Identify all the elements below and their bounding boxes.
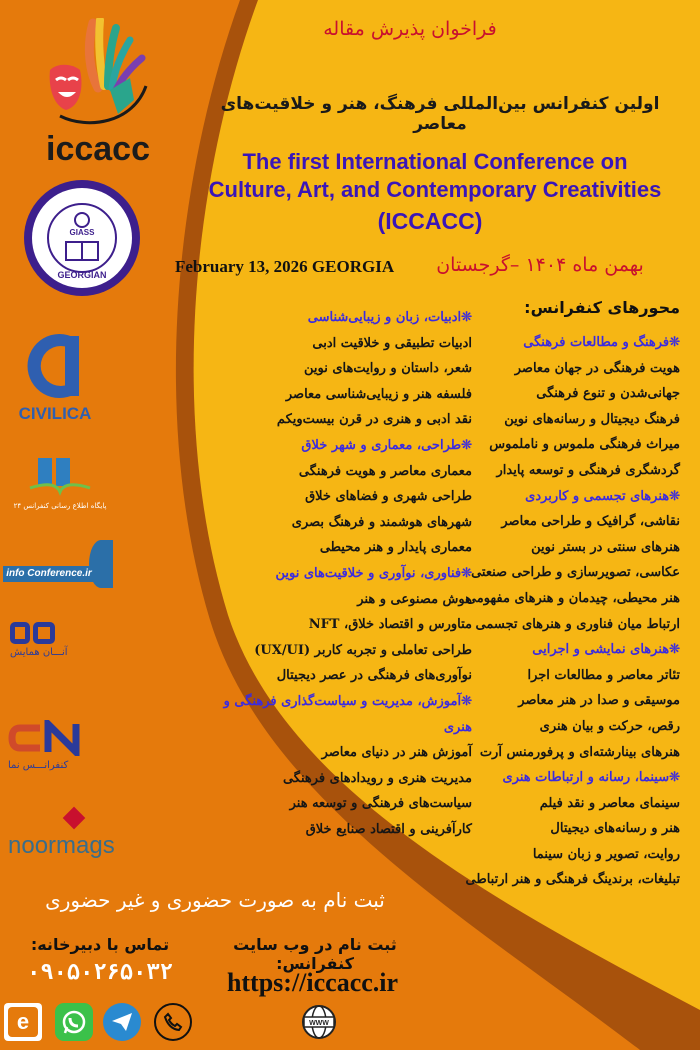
iccacc-wordmark: iccacc: [46, 130, 150, 168]
topic-heading: ❊هنرهای نمایشی و اجرایی: [532, 642, 680, 658]
topic-heading: ❊ادبیات، زبان و زیبایی‌شناسی: [307, 310, 472, 325]
civilica-label: CIVILICA: [18, 404, 92, 423]
topic-item: میراث فرهنگی ملموس و ناملموس: [489, 437, 680, 453]
topic-item: هنر و رسانه‌های دیجیتال: [550, 821, 680, 837]
registration-mode: ثبت نام به صورت حضوری و غیر حضوری: [45, 888, 385, 912]
topic-item: شهرهای هوشمند و فرهنگ بصری: [291, 514, 472, 530]
giass-georgian-label: GEORGIAN: [57, 270, 107, 280]
topic-item: هویت فرهنگی در جهان معاصر: [514, 360, 680, 376]
giass-label: GIASS: [69, 228, 95, 237]
topic-item: ادبیات تطبیقی و خلاقیت ادبی: [312, 335, 472, 351]
www-globe-icon[interactable]: [300, 1003, 338, 1041]
conference-abbreviation: (ICCACC): [377, 208, 483, 234]
conferencenama-logo[interactable]: [8, 720, 88, 775]
conference-title-fa: اولین کنفرانس بین‌المللی فرهنگ، هنر و خلاقیت‌های معاصر: [220, 94, 660, 134]
topic-item: موسیقی و صدا در هنر معاصر: [518, 693, 680, 709]
noormags-label: noormags: [8, 832, 115, 859]
topic-item: نوآوری‌های فرهنگی در عصر دیجیتال: [276, 668, 472, 684]
topics-middle-column: [200, 305, 472, 842]
topic-item: تئاتر معاصر و مطالعات اجرا: [527, 667, 680, 683]
topic-item: گردشگری فرهنگی و توسعه پایدار: [496, 462, 680, 478]
infoconference-logo[interactable]: [3, 540, 113, 592]
website-title: ثبت نام در وب سایت کنفرانس:: [233, 935, 397, 973]
civilica-c-icon: [5, 330, 105, 402]
date-en: February 13, 2026 GEORGIA: [175, 257, 395, 276]
noormags-logo[interactable]: [8, 810, 143, 865]
topic-item: هنرهای سنتی در بستر نوین: [531, 539, 680, 555]
topic-item: معماری معاصر و هویت فرهنگی: [298, 463, 472, 479]
svg-text:WWW: WWW: [309, 1020, 329, 1027]
topic-item: عکاسی، تصویرسازی و طراحی صنعتی: [471, 565, 680, 581]
civilica-logo[interactable]: [5, 330, 105, 425]
topic-item: آموزش هنر در دنیای معاصر: [321, 745, 472, 761]
anhamayesh-logo[interactable]: [10, 622, 90, 677]
conference24-label: پایگاه اطلاع رسانی کنفرانس ۲۴: [13, 502, 107, 510]
topic-item: کارآفرینی و اقتصاد صنایع خلاق: [305, 821, 472, 837]
topic-heading: ❊فرهنگ و مطالعات فرهنگی: [523, 335, 680, 350]
eitaa-icon[interactable]: e: [4, 1003, 42, 1041]
topic-item: فلسفه هنر و زیبایی‌شناسی معاصر: [285, 386, 472, 402]
infoconference-label: info Conference.ir: [3, 566, 95, 582]
topic-heading: ❊آموزش، مدیریت و سیاست‌گذاری فرهنگی و هنری: [223, 693, 472, 735]
topic-item: مدیریت هنری و رویدادهای فرهنگی: [282, 770, 472, 786]
topic-item: طراحی شهری و فضاهای خلاق: [305, 489, 472, 505]
topic-item: هوش مصنوعی و هنر: [357, 591, 472, 607]
topic-item: طراحی تعاملی و تجربه کاربر (UX/UI): [254, 642, 472, 658]
book-pen-icon: [5, 448, 115, 498]
title-en-line2: Culture, Art, and Contemporary Creativities: [208, 177, 662, 202]
noormags-star-icon: [63, 807, 86, 830]
topic-item: سیاست‌های فرهنگی و توسعه هنر: [289, 796, 472, 812]
topic-item: تبلیغات، برندینگ فرهنگی و هنر ارتباطی: [465, 872, 680, 888]
contact-title: تماس با دبیرخانه:: [30, 935, 170, 954]
topic-heading: ❊فناوری، نوآوری و خلاقیت‌های نوین: [275, 565, 472, 581]
call-for-papers: فراخوان پذیرش مقاله: [323, 18, 497, 40]
conferencenama-label: کنفرانـــس نما: [8, 760, 69, 771]
topic-heading: ❊طراحی، معماری و شهر خلاق: [301, 437, 472, 453]
topic-heading: ❊سینما، رسانه و ارتباطات هنری: [502, 770, 680, 786]
topic-item: فرهنگ دیجیتال و رسانه‌های نوین: [504, 411, 680, 427]
conference24-logo[interactable]: [5, 448, 115, 523]
date-fa: بهمن ماه ۱۴۰۴ –گرجستان: [436, 254, 644, 276]
topics-title: محورهای کنفرانس:: [524, 298, 680, 317]
title-en-line1: The first International Conference on: [242, 149, 628, 174]
iccacc-logo: [38, 18, 158, 168]
topic-item: هنرهای بینارشته‌ای و پرفورمنس آرت: [479, 744, 680, 760]
topic-item: روایت، تصویر و زبان سینما: [532, 846, 680, 862]
topics-right-column: [455, 330, 680, 893]
cn-mark: [8, 720, 88, 756]
topic-item: هنر محیطی، چیدمان و هنرهای مفهومی: [465, 590, 680, 606]
topic-item: معماری پایدار و هنر محیطی: [319, 540, 472, 556]
topic-item: ارتباط میان فناوری و هنرهای تجسمی: [475, 616, 680, 632]
website-link[interactable]: https://iccacc.ir: [226, 968, 399, 997]
giass-seal: [22, 178, 142, 298]
topic-item: سینمای معاصر و نقد فیلم: [539, 795, 680, 811]
topic-item: جهانی‌شدن و تنوع فرهنگی: [536, 386, 680, 402]
ah-mark: [10, 622, 90, 644]
topic-item: نقاشی، گرافیک و طراحی معاصر: [501, 514, 680, 530]
mask-pen-icon: [38, 18, 158, 128]
topic-heading: ❊هنرهای تجسمی و کاربردی: [525, 488, 680, 504]
topic-item: نقد ادبی و هنری در قرن بیست‌ویکم: [276, 412, 472, 428]
phone-number[interactable]: ۰۹۰۵۰۲۶۵۰۳۲: [27, 960, 173, 985]
phone-icon[interactable]: [154, 1003, 192, 1041]
topic-item: متاورس و اقتصاد خلاق، NFT: [308, 617, 472, 633]
topic-item: رقص، حرکت و بیان هنری: [539, 718, 680, 734]
anhamayesh-label: آنـــان همایش: [10, 647, 68, 658]
whatsapp-icon[interactable]: [55, 1003, 93, 1041]
topic-item: شعر، داستان و روایت‌های نوین: [303, 361, 472, 377]
telegram-icon[interactable]: [103, 1003, 141, 1041]
conference-title-en: [200, 148, 670, 204]
